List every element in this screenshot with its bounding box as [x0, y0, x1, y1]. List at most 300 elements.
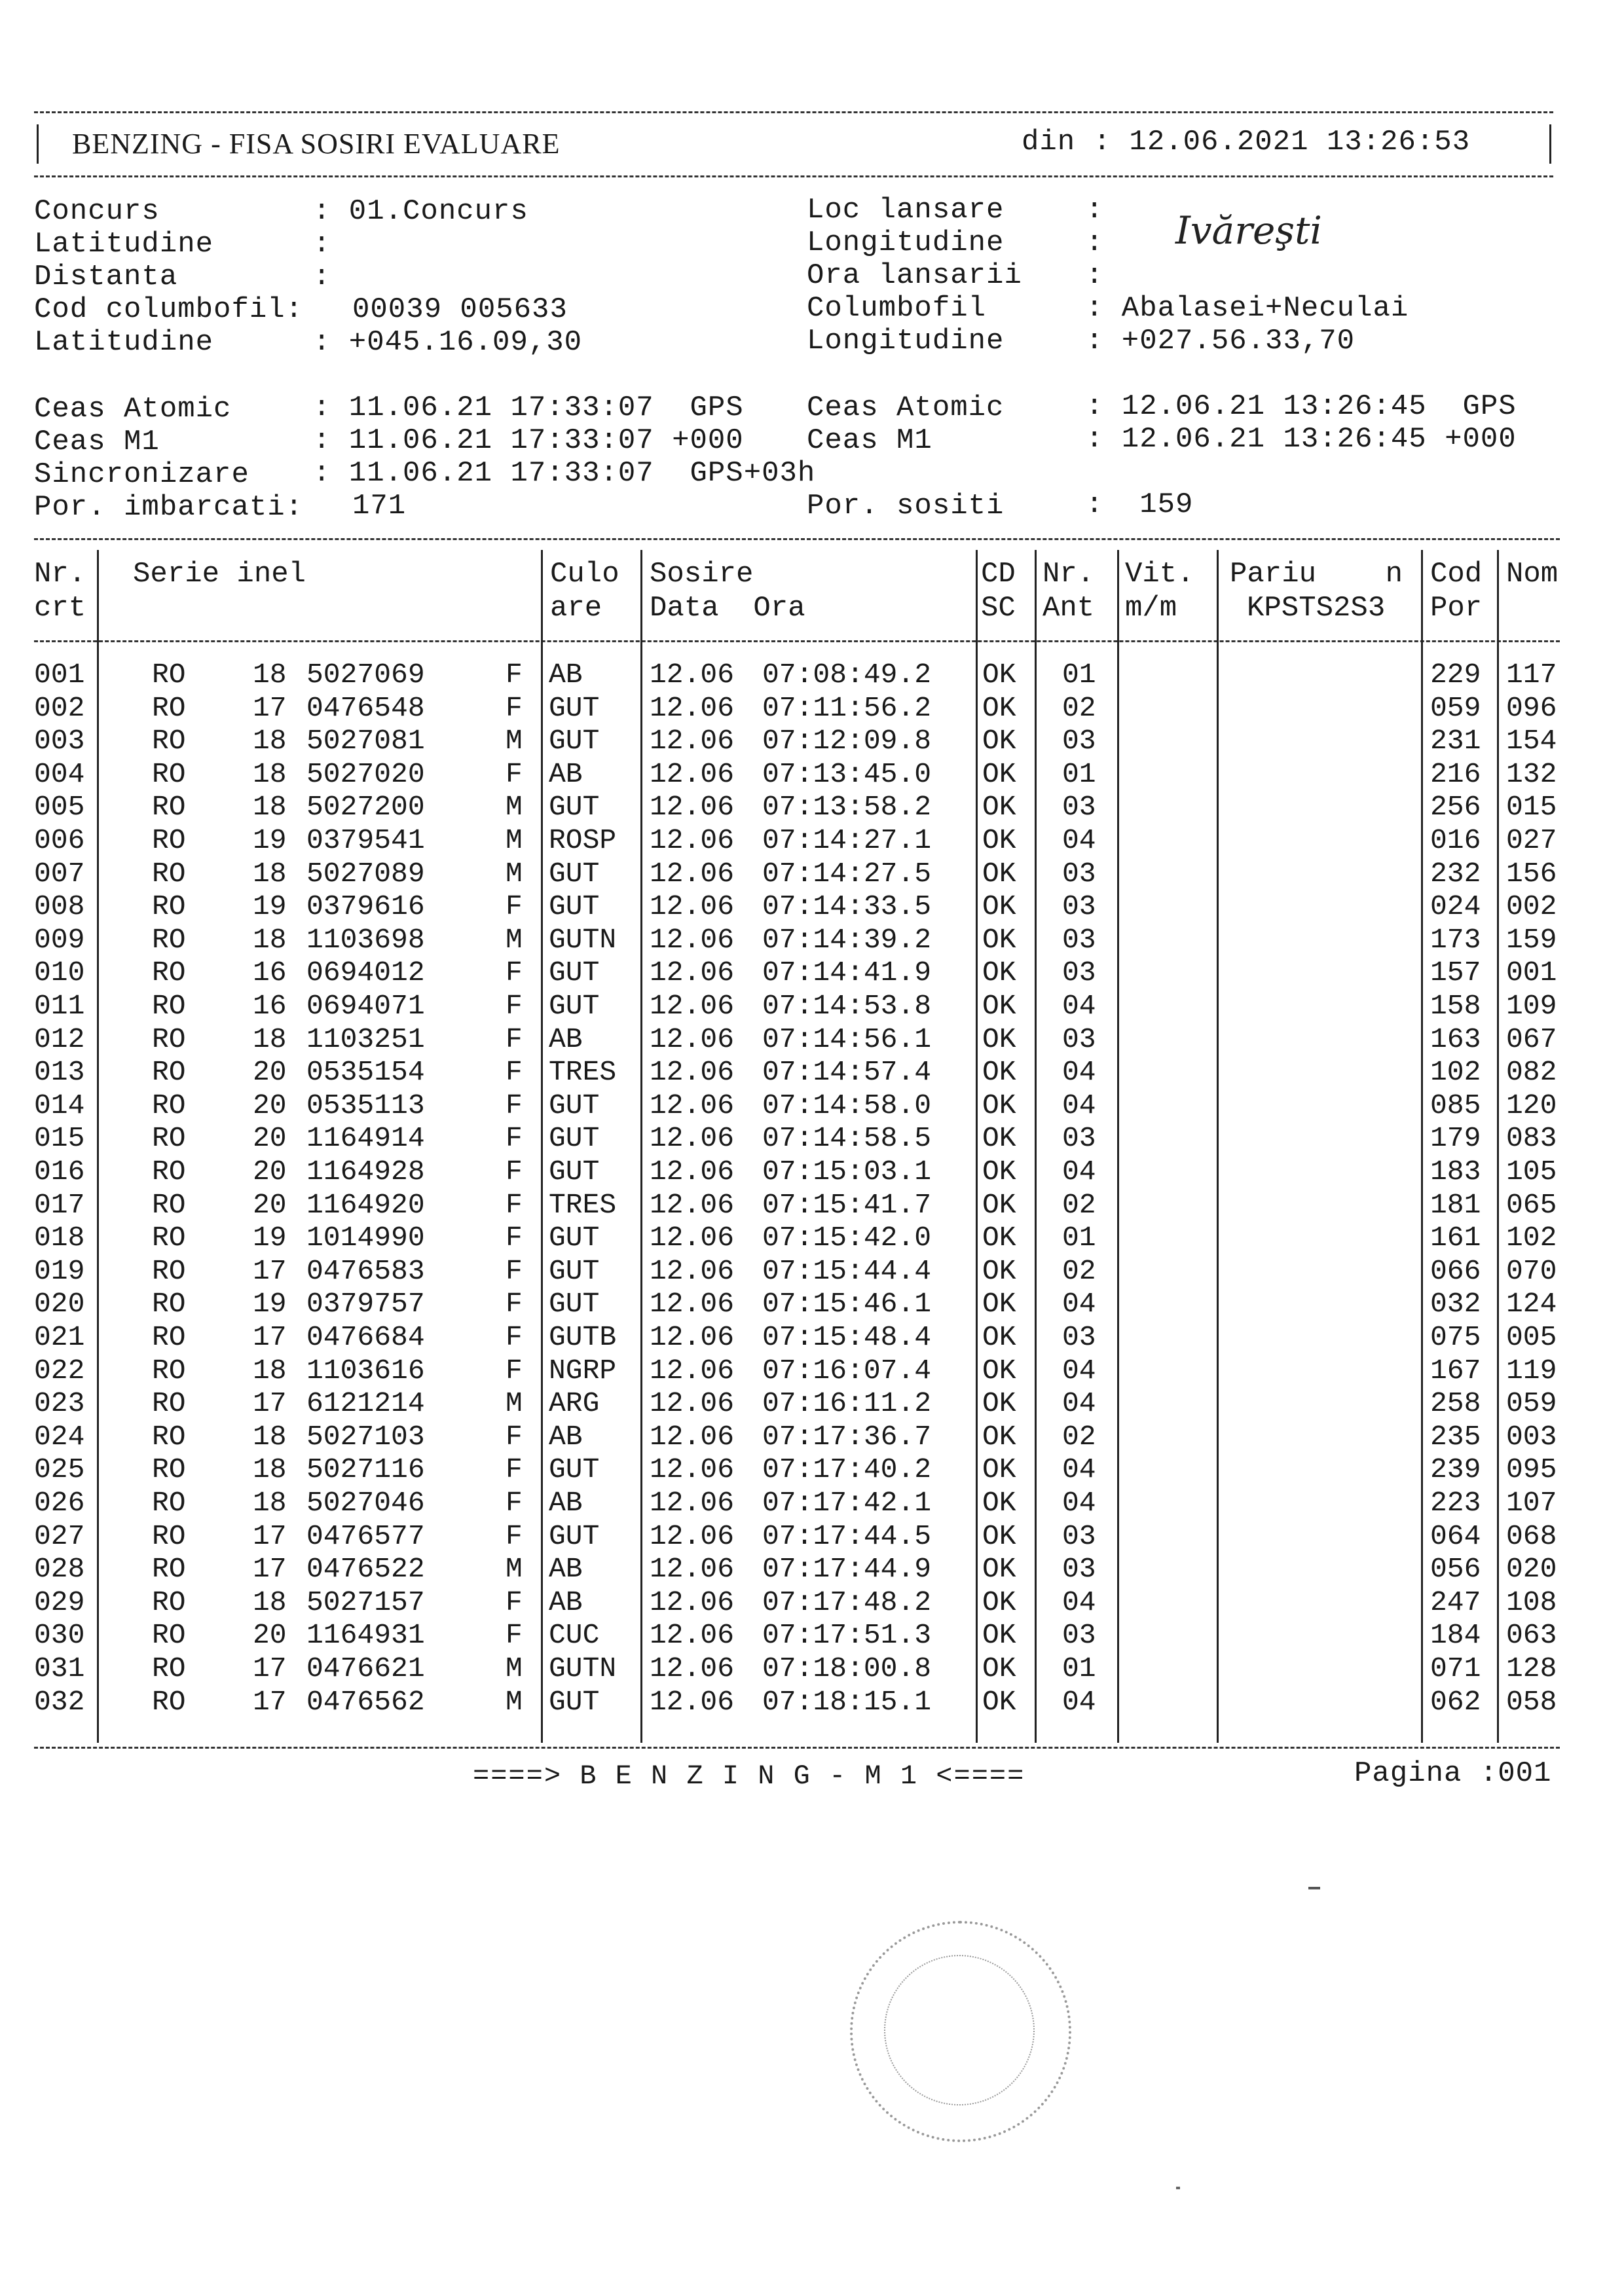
row-date: 12.06 — [650, 1553, 735, 1585]
row-sex: F — [506, 1355, 523, 1387]
row-time: 07:14:56.1 — [762, 1023, 932, 1055]
row-year: 20 — [253, 1156, 287, 1188]
row-year: 18 — [253, 659, 287, 691]
row-color: GUT — [549, 1089, 600, 1121]
row-date: 12.06 — [650, 1686, 735, 1718]
row-time: 07:14:57.4 — [762, 1056, 932, 1088]
concurs-label: Concurs — [34, 195, 160, 228]
row-cod-por: 231 — [1430, 725, 1481, 757]
row-sex: M — [506, 1387, 523, 1419]
row-time: 07:15:44.4 — [762, 1255, 932, 1287]
row-antenna: 04 — [1062, 1453, 1096, 1485]
row-ring-number: 0476621 — [306, 1652, 425, 1685]
concurs-value: : 01.Concurs — [313, 195, 528, 228]
row-color: GUTN — [549, 1652, 617, 1685]
col-sep-4 — [976, 550, 978, 1743]
row-color: AB — [549, 1023, 583, 1055]
row-year: 16 — [253, 957, 287, 989]
row-country: RO — [152, 659, 186, 691]
row-nr: 026 — [34, 1487, 85, 1519]
row-cd: OK — [982, 924, 1016, 956]
row-cd: OK — [982, 1553, 1016, 1585]
row-sex: F — [506, 1023, 523, 1055]
row-ring-number: 0476583 — [306, 1255, 425, 1287]
row-date: 12.06 — [650, 1619, 735, 1651]
row-nr: 013 — [34, 1056, 85, 1088]
row-date: 12.06 — [650, 1487, 735, 1519]
row-sex: M — [506, 791, 523, 823]
row-antenna: 01 — [1062, 659, 1096, 691]
row-color: AB — [549, 1586, 583, 1618]
row-ring-number: 0379757 — [306, 1288, 425, 1320]
ceas-m1-start-label: Ceas M1 — [34, 426, 160, 458]
row-color: GUT — [549, 725, 600, 757]
row-nr: 015 — [34, 1122, 85, 1154]
col-nr-header: Nr. — [34, 558, 86, 591]
col-serie-header: Serie inel — [133, 558, 306, 591]
row-nr: 012 — [34, 1023, 85, 1055]
row-sex: F — [506, 1089, 523, 1121]
row-country: RO — [152, 1553, 186, 1585]
row-cod-por: 229 — [1430, 659, 1481, 691]
row-cd: OK — [982, 725, 1016, 757]
row-sex: F — [506, 659, 523, 691]
round-stamp-inner — [884, 1955, 1035, 2105]
title-top-border — [34, 111, 1553, 113]
row-sex: M — [506, 1686, 523, 1718]
ceas-atomic-end-label: Ceas Atomic — [807, 392, 1005, 424]
row-cod-por: 158 — [1430, 990, 1481, 1022]
row-country: RO — [152, 791, 186, 823]
row-nr: 031 — [34, 1652, 85, 1685]
row-nr: 017 — [34, 1189, 85, 1221]
row-year: 20 — [253, 1189, 287, 1221]
row-nom: 005 — [1506, 1321, 1557, 1353]
row-date: 12.06 — [650, 1652, 735, 1685]
row-cod-por: 062 — [1430, 1686, 1481, 1718]
row-cd: OK — [982, 1189, 1016, 1221]
row-date: 12.06 — [650, 858, 735, 890]
row-cd: OK — [982, 692, 1016, 724]
row-color: ARG — [549, 1387, 600, 1419]
row-antenna: 03 — [1062, 725, 1096, 757]
porumbei-sositi-label: Por. sositi — [807, 490, 1005, 522]
col-sep-8 — [1421, 550, 1423, 1743]
row-country: RO — [152, 1619, 186, 1651]
row-color: AB — [549, 1421, 583, 1453]
row-date: 12.06 — [650, 1156, 735, 1188]
row-cod-por: 181 — [1430, 1189, 1481, 1221]
row-sex: F — [506, 1122, 523, 1154]
row-date: 12.06 — [650, 1421, 735, 1453]
row-cod-por: 173 — [1430, 924, 1481, 956]
row-antenna: 02 — [1062, 1189, 1096, 1221]
row-ring-number: 0379616 — [306, 890, 425, 922]
row-nr: 022 — [34, 1355, 85, 1387]
row-sex: F — [506, 692, 523, 724]
longitude1-label: Longitudine — [807, 227, 1005, 259]
row-color: GUT — [549, 957, 600, 989]
row-cod-por: 161 — [1430, 1222, 1481, 1254]
ceas-m1-end-value: : 12.06.21 13:26:45 +000 — [1086, 423, 1517, 456]
loc-lansare-value: : — [1086, 194, 1104, 227]
row-cod-por: 223 — [1430, 1487, 1481, 1519]
row-country: RO — [152, 692, 186, 724]
sincronizare-label: Sincronizare — [34, 458, 249, 491]
row-antenna: 04 — [1062, 1586, 1096, 1618]
ceas-atomic-start-value: : 11.06.21 17:33:07 GPS — [313, 392, 744, 424]
row-nom: 120 — [1506, 1089, 1557, 1121]
col-culoare-header-2: are — [550, 592, 602, 625]
row-year: 17 — [253, 1520, 287, 1552]
row-color: GUT — [549, 1122, 600, 1154]
row-cod-por: 258 — [1430, 1387, 1481, 1419]
row-cd: OK — [982, 990, 1016, 1022]
row-nom: 119 — [1506, 1355, 1557, 1387]
distanta-label: Distanta — [34, 261, 178, 293]
row-antenna: 03 — [1062, 890, 1096, 922]
row-ring-number: 5027200 — [306, 791, 425, 823]
row-antenna: 04 — [1062, 1156, 1096, 1188]
row-date: 12.06 — [650, 1288, 735, 1320]
row-color: NGRP — [549, 1355, 617, 1387]
row-year: 18 — [253, 1487, 287, 1519]
row-sex: M — [506, 858, 523, 890]
col-cod-header: Cod — [1430, 558, 1483, 591]
row-nr: 004 — [34, 758, 85, 790]
row-country: RO — [152, 1355, 186, 1387]
row-country: RO — [152, 1421, 186, 1453]
row-time: 07:14:33.5 — [762, 890, 932, 922]
row-date: 12.06 — [650, 1122, 735, 1154]
row-country: RO — [152, 1056, 186, 1088]
col-cd-header: CD — [981, 558, 1016, 591]
row-sex: F — [506, 1520, 523, 1552]
row-antenna: 04 — [1062, 824, 1096, 856]
row-antenna: 03 — [1062, 791, 1096, 823]
row-nr: 032 — [34, 1686, 85, 1718]
col-sep-3 — [640, 550, 642, 1743]
row-cod-por: 232 — [1430, 858, 1481, 890]
row-cd: OK — [982, 1023, 1016, 1055]
row-cod-por: 102 — [1430, 1056, 1481, 1088]
ora-lansarii-value: : — [1086, 259, 1104, 292]
row-color: GUT — [549, 692, 600, 724]
row-antenna: 03 — [1062, 1023, 1096, 1055]
row-color: GUTN — [549, 924, 617, 956]
row-cd: OK — [982, 758, 1016, 790]
row-antenna: 03 — [1062, 858, 1096, 890]
row-ring-number: 0476562 — [306, 1686, 425, 1718]
row-date: 12.06 — [650, 1056, 735, 1088]
handwritten-place: Ivăreşti — [1175, 208, 1322, 253]
row-year: 18 — [253, 924, 287, 956]
row-antenna: 03 — [1062, 1553, 1096, 1585]
row-date: 12.06 — [650, 1023, 735, 1055]
row-ring-number: 1103616 — [306, 1355, 425, 1387]
row-nom: 117 — [1506, 659, 1557, 691]
col-nr-ant-header: Nr. — [1043, 558, 1095, 591]
row-color: ROSP — [549, 824, 617, 856]
row-year: 18 — [253, 1586, 287, 1618]
row-sex: F — [506, 1586, 523, 1618]
row-sex: F — [506, 1421, 523, 1453]
row-nr: 009 — [34, 924, 85, 956]
row-nr: 005 — [34, 791, 85, 823]
row-year: 17 — [253, 1387, 287, 1419]
row-cod-por: 059 — [1430, 692, 1481, 724]
row-color: AB — [549, 758, 583, 790]
row-nr: 025 — [34, 1453, 85, 1485]
row-date: 12.06 — [650, 1453, 735, 1485]
row-color: GUT — [549, 791, 600, 823]
row-time: 07:08:49.2 — [762, 659, 932, 691]
latitude2-label: Latitudine — [34, 326, 214, 359]
row-time: 07:14:39.2 — [762, 924, 932, 956]
row-country: RO — [152, 1023, 186, 1055]
row-time: 07:13:45.0 — [762, 758, 932, 790]
row-country: RO — [152, 1156, 186, 1188]
row-sex: F — [506, 1056, 523, 1088]
row-sex: F — [506, 1255, 523, 1287]
row-nom: 105 — [1506, 1156, 1557, 1188]
row-antenna: 03 — [1062, 1520, 1096, 1552]
latitude1-label: Latitudine — [34, 228, 214, 261]
row-country: RO — [152, 1387, 186, 1419]
row-ring-number: 0535113 — [306, 1089, 425, 1121]
row-country: RO — [152, 1189, 186, 1221]
row-sex: F — [506, 957, 523, 989]
row-antenna: 04 — [1062, 1056, 1096, 1088]
row-nom: 109 — [1506, 990, 1557, 1022]
row-antenna: 04 — [1062, 990, 1096, 1022]
row-ring-number: 1014990 — [306, 1222, 425, 1254]
row-color: AB — [549, 1487, 583, 1519]
row-country: RO — [152, 1652, 186, 1685]
row-cod-por: 216 — [1430, 758, 1481, 790]
row-nr: 021 — [34, 1321, 85, 1353]
row-antenna: 04 — [1062, 1355, 1096, 1387]
row-ring-number: 5027157 — [306, 1586, 425, 1618]
row-sex: F — [506, 1189, 523, 1221]
row-time: 07:17:36.7 — [762, 1421, 932, 1453]
row-ring-number: 1103251 — [306, 1023, 425, 1055]
col-mm-header: m/m — [1125, 592, 1177, 625]
row-color: TRES — [549, 1189, 617, 1221]
row-nom: 132 — [1506, 758, 1557, 790]
row-cd: OK — [982, 1056, 1016, 1088]
ora-lansarii-label: Ora lansarii — [807, 259, 1022, 292]
row-time: 07:16:11.2 — [762, 1387, 932, 1419]
row-sex: F — [506, 1288, 523, 1320]
row-year: 20 — [253, 1619, 287, 1651]
row-color: GUTB — [549, 1321, 617, 1353]
col-sosire-header: Sosire — [650, 558, 754, 591]
row-color: GUT — [549, 990, 600, 1022]
row-cd: OK — [982, 791, 1016, 823]
row-antenna: 02 — [1062, 692, 1096, 724]
row-nom: 124 — [1506, 1288, 1557, 1320]
row-cd: OK — [982, 659, 1016, 691]
row-nom: 002 — [1506, 890, 1557, 922]
row-color: GUT — [549, 858, 600, 890]
row-time: 07:14:27.1 — [762, 824, 932, 856]
row-nr: 019 — [34, 1255, 85, 1287]
row-color: GUT — [549, 1288, 600, 1320]
row-year: 18 — [253, 791, 287, 823]
row-year: 17 — [253, 1652, 287, 1685]
row-country: RO — [152, 1487, 186, 1519]
row-date: 12.06 — [650, 1089, 735, 1121]
row-country: RO — [152, 1686, 186, 1718]
row-cod-por: 183 — [1430, 1156, 1481, 1188]
row-cod-por: 167 — [1430, 1355, 1481, 1387]
row-nr: 024 — [34, 1421, 85, 1453]
row-cd: OK — [982, 1586, 1016, 1618]
row-cod-por: 085 — [1430, 1089, 1481, 1121]
row-antenna: 03 — [1062, 957, 1096, 989]
col-pariu-header: Pariu n — [1230, 558, 1403, 591]
row-antenna: 03 — [1062, 1619, 1096, 1651]
row-ring-number: 1164914 — [306, 1122, 425, 1154]
row-time: 07:16:07.4 — [762, 1355, 932, 1387]
row-country: RO — [152, 824, 186, 856]
col-sep-7 — [1217, 550, 1219, 1743]
row-cod-por: 247 — [1430, 1586, 1481, 1618]
row-nr: 029 — [34, 1586, 85, 1618]
row-cd: OK — [982, 1652, 1016, 1685]
row-year: 17 — [253, 1321, 287, 1353]
row-date: 12.06 — [650, 990, 735, 1022]
row-sex: M — [506, 924, 523, 956]
row-cd: OK — [982, 1222, 1016, 1254]
row-ring-number: 1164931 — [306, 1619, 425, 1651]
porumbei-sositi-value: : 159 — [1086, 488, 1194, 521]
row-country: RO — [152, 758, 186, 790]
row-nom: 095 — [1506, 1453, 1557, 1485]
row-date: 12.06 — [650, 890, 735, 922]
row-nom: 070 — [1506, 1255, 1557, 1287]
row-sex: F — [506, 1222, 523, 1254]
row-date: 12.06 — [650, 1255, 735, 1287]
columbofil-label: Columbofil — [807, 292, 987, 325]
row-year: 17 — [253, 1553, 287, 1585]
row-nom: 001 — [1506, 957, 1557, 989]
row-time: 07:15:41.7 — [762, 1189, 932, 1221]
page-number: Pagina :001 — [1354, 1757, 1552, 1790]
col-sep-5 — [1035, 550, 1037, 1743]
row-country: RO — [152, 924, 186, 956]
row-time: 07:15:46.1 — [762, 1288, 932, 1320]
row-sex: F — [506, 758, 523, 790]
row-time: 07:18:15.1 — [762, 1686, 932, 1718]
row-sex: F — [506, 890, 523, 922]
table-bottom-border — [34, 1747, 1560, 1749]
row-nr: 003 — [34, 725, 85, 757]
row-ring-number: 1164920 — [306, 1189, 425, 1221]
row-cd: OK — [982, 1122, 1016, 1154]
row-antenna: 01 — [1062, 1222, 1096, 1254]
row-nom: 020 — [1506, 1553, 1557, 1585]
row-time: 07:17:40.2 — [762, 1453, 932, 1485]
row-time: 07:17:44.9 — [762, 1553, 932, 1585]
row-ring-number: 5027081 — [306, 725, 425, 757]
scan-speck-2 — [1176, 2187, 1180, 2189]
row-year: 19 — [253, 1222, 287, 1254]
row-country: RO — [152, 1288, 186, 1320]
row-year: 18 — [253, 725, 287, 757]
longitude1-value: : — [1086, 227, 1104, 259]
row-time: 07:14:58.5 — [762, 1122, 932, 1154]
col-culoare-header: Culo — [550, 558, 619, 591]
row-nom: 058 — [1506, 1686, 1557, 1718]
row-date: 12.06 — [650, 1189, 735, 1221]
row-nom: 156 — [1506, 858, 1557, 890]
longitude2-label: Longitudine — [807, 325, 1005, 357]
row-country: RO — [152, 1520, 186, 1552]
row-date: 12.06 — [650, 824, 735, 856]
row-date: 12.06 — [650, 791, 735, 823]
row-nom: 154 — [1506, 725, 1557, 757]
row-sex: M — [506, 1553, 523, 1585]
row-country: RO — [152, 1255, 186, 1287]
row-time: 07:15:03.1 — [762, 1156, 932, 1188]
row-year: 19 — [253, 890, 287, 922]
ceas-m1-end-label: Ceas M1 — [807, 424, 932, 457]
row-ring-number: 5027116 — [306, 1453, 425, 1485]
footer-benzing: ====> B E N Z I N G - M 1 <==== — [473, 1760, 1025, 1792]
row-ring-number: 6121214 — [306, 1387, 425, 1419]
latitude2-value: : +045.16.09,30 — [313, 326, 583, 359]
header-bottom-border — [34, 640, 1560, 642]
row-antenna: 03 — [1062, 924, 1096, 956]
row-nom: 082 — [1506, 1056, 1557, 1088]
row-nom: 068 — [1506, 1520, 1557, 1552]
row-time: 07:14:58.0 — [762, 1089, 932, 1121]
row-nom: 128 — [1506, 1652, 1557, 1685]
row-color: GUT — [549, 1453, 600, 1485]
row-cod-por: 235 — [1430, 1421, 1481, 1453]
row-time: 07:11:56.2 — [762, 692, 932, 724]
row-year: 17 — [253, 1255, 287, 1287]
row-cd: OK — [982, 824, 1016, 856]
row-nom: 108 — [1506, 1586, 1557, 1618]
row-cod-por: 157 — [1430, 957, 1481, 989]
row-country: RO — [152, 1453, 186, 1485]
row-country: RO — [152, 1089, 186, 1121]
row-nom: 083 — [1506, 1122, 1557, 1154]
row-nr: 010 — [34, 957, 85, 989]
row-year: 17 — [253, 692, 287, 724]
row-cod-por: 024 — [1430, 890, 1481, 922]
row-color: GUT — [549, 1255, 600, 1287]
row-nr: 008 — [34, 890, 85, 922]
row-nr: 014 — [34, 1089, 85, 1121]
document-title: BENZING - FISA SOSIRI EVALUARE — [72, 128, 561, 160]
row-ring-number: 5027103 — [306, 1421, 425, 1453]
col-vit-header: Vit. — [1125, 558, 1194, 591]
title-bottom-border — [34, 175, 1553, 177]
row-cod-por: 256 — [1430, 791, 1481, 823]
ceas-m1-start-value: : 11.06.21 17:33:07 +000 — [313, 424, 744, 457]
distanta-value: : — [313, 261, 331, 293]
row-antenna: 02 — [1062, 1421, 1096, 1453]
row-cd: OK — [982, 1487, 1016, 1519]
col-data-ora-header: Data Ora — [650, 592, 805, 625]
row-year: 20 — [253, 1122, 287, 1154]
row-time: 07:17:44.5 — [762, 1520, 932, 1552]
row-year: 18 — [253, 758, 287, 790]
